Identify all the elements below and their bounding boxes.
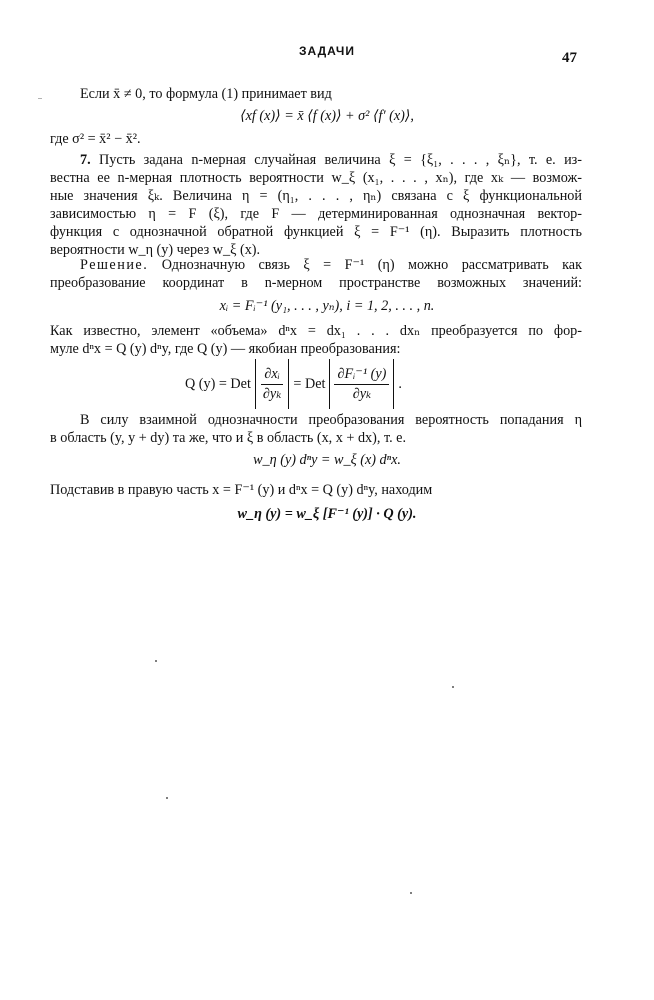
solution-line-3: Как известно, элемент «объема» dⁿx = dx₁ . . . dxₙ преобразуется по фор- [50, 323, 582, 339]
margin-mark: .. [38, 92, 42, 101]
problem-7-line-5: функция с однозначной обратной функцией ξ = F⁻¹ (η). Выразить плотность [50, 224, 582, 240]
frac2-denominator: ∂yₖ [352, 385, 372, 402]
problem-7-line-4: зависимостью η = F (ξ), где F — детерминированная однозначная вектор- [50, 206, 582, 222]
formula-result: w_η (y) = w_ξ [F⁻¹ (y)] · Q (y). [237, 506, 417, 522]
formula-probability-equality: w_η (y) dⁿy = w_ξ (x) dⁿx. [253, 452, 401, 468]
problem-number: 7. [80, 152, 91, 168]
solution-label: Решение. [80, 257, 149, 273]
problem-text: Пусть задана n-мерная случайная величина ξ = {ξ₁, . . . , ξₙ}, т. е. из- [99, 152, 582, 168]
jacobian-mid: = Det [293, 375, 326, 392]
determinant-2 [329, 359, 394, 409]
solution-line-6: в область (y, y + dy) та же, что и ξ в область (x, x + dx), т. е. [50, 430, 407, 446]
page-number: 47 [562, 50, 577, 66]
frac1-numerator: ∂xᵢ [261, 366, 283, 385]
problem-7-line-3: ные значения ξₖ. Величина η = (η₁, . . . , ηₙ) связана с ξ функциональной [50, 188, 582, 204]
problem-7-line-2: вестна ее n-мерная плотность вероятности w_ξ (x₁, . . . , xₙ), где xₖ — возмож- [50, 170, 582, 186]
speck [452, 686, 454, 688]
speck [155, 660, 157, 662]
solution-line-2: преобразование координат в n-мерном пространстве возможных значений: [50, 275, 582, 291]
problem-7-line-1 [80, 151, 582, 169]
speck [410, 892, 412, 894]
solution-line-4: муле dⁿx = Q (y) dⁿy, где Q (y) — якобиан преобразования: [50, 341, 401, 357]
jacobian-formula [0, 355, 654, 413]
formula-coordinates: xᵢ = Fᵢ⁻¹ (y₁, . . . , yₙ), i = 1, 2, . . . , n. [219, 298, 435, 314]
solution-line-7: Подставив в правую часть x = F⁻¹ (y) и dⁿx = Q (y) dⁿy, находим [50, 482, 433, 498]
determinant-1 [255, 359, 289, 409]
frac2-numerator: ∂Fᵢ⁻¹ (y) [334, 366, 389, 385]
jacobian-lhs: Q (y) = Det [185, 375, 251, 392]
problem-7-line-6: вероятности w_η (y) через w_ξ (x). [50, 242, 261, 258]
jacobian-end: . [398, 375, 402, 392]
frac1-denominator: ∂yₖ [262, 385, 282, 402]
solution-text: Однозначную связь ξ = F⁻¹ (η) можно рассматривать как [161, 257, 583, 273]
formula-mean: ⟨xf (x)⟩ = x̄ ⟨f (x)⟩ + σ² ⟨f′ (x)⟩, [240, 108, 414, 124]
intro-line: Если x̄ ≠ 0, то формула (1) принимает вид [80, 86, 332, 102]
solution-line-1 [80, 256, 582, 274]
solution-line-5: В силу взаимной однозначности преобразования вероятность попадания η [80, 412, 582, 428]
sigma-definition: где σ² = x̄² − x̄². [50, 131, 141, 147]
speck [166, 797, 168, 799]
page-header-title: ЗАДАЧИ [299, 44, 355, 58]
